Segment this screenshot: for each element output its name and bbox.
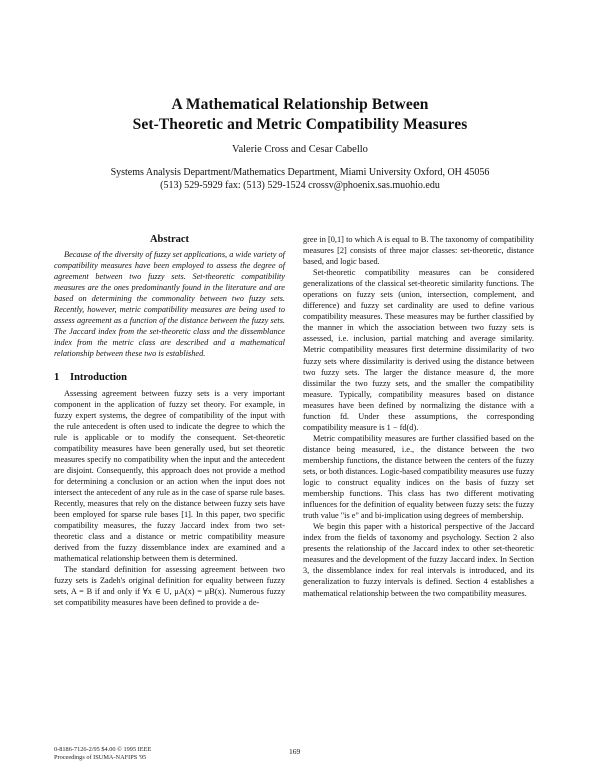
right-column: [303, 234, 534, 599]
copyright-footer: [54, 746, 151, 762]
left-column: [54, 234, 285, 609]
affiliation-line-1: Systems Analysis Department/Mathematics Department, Miami University Oxford, OH 45056: [110, 167, 490, 178]
section-1-title: Introduction: [70, 371, 127, 383]
right-paragraph-2: Metric compatibility measures are further classified based on the distance being measured, i.e., the distance between the two membership functions, the distance between the centers of the fuzzy sets, or both distances. Logic-based compatibility measures use fuzzy logic to construct equality indices on the basis of fuzzy set membership functions. This class has two different motivating influences for the definition of equality between fuzzy sets: the fuzzy truth value "is e" and bi-implication using degrees of membership.: [303, 433, 534, 521]
abstract-text: Because of the diversity of fuzzy set applications, a wide variety of compatibility measures have been employed to assess the degree of agreement between two fuzzy sets. Set-theoretic compatibility measures are the ones predominantly found in the literature and are based on determining the commonality between two fuzzy sets. Recently, however, metric compatibility measures are being used to assess agreement as a function of the distance between the fuzzy sets. The Jaccard index from the set-theoretic class and the dissemblance index from the metric class are described and a mathematical relationship between these two is established.: [54, 250, 285, 359]
intro-paragraph-1: Assessing agreement between fuzzy sets is a very important component in the application of fuzzy set theory. For example, in fuzzy expert systems, the degree of compatibility of the input with the rule antecedent is often used to indicate the degree to which the rule is applicable or to modify the consequent. Set-theoretic compatibility measures have been generally used, but set theoretic measures specify no compatibility when the input and the antecedent are disjoint. Consequently, this approach does not provide a method for determining a conclusion or an action when the input does not intersect the antecedent of any rule as in the case of sparse rule bases. Recently, measures that rely on the distance between fuzzy sets have been employed for sparse rule bases [1]. In this paper, two specific compatibility measures, the fuzzy Jaccard index from two set-theoretic class and a distance or metric compatibility measure derived from the fuzzy dissemblance index are examined and a mathematical relationship between them is determined.: [54, 388, 285, 564]
right-paragraph-1: Set-theoretic compatibility measures can be considered generalizations of the classical set-theoretic similarity functions. The operations on fuzzy sets (union, intersection, complement, and difference) and fuzzy set cardinality are used to define various compatibility measures. These measures may be further classified by the manner in which the association between two fuzzy sets is assessed, i.e. inclusion, partial matching and average similarity. Metric compatibility measures first determine dissimilarity of two fuzzy sets where dissimilarity is derived using the distance between two fuzzy sets. The larger the distance measure d, the more dissimilar the two fuzzy sets, and the smaller the compatibility measure. Typically, compatibility measures based on distance measures have been defined by normalizing the distance with a function fd. Under these assumptions, the corresponding compatibility measure is 1 − fd(d).: [303, 268, 534, 432]
section-1-number: 1: [54, 371, 60, 383]
right-paragraph-continued: gree in [0,1] to which A is equal to B. The taxonomy of compatibility measures [2] consists of three major classes: set-theoretic, distance based, and logic based.: [303, 235, 534, 267]
affiliation-line-2: (513) 529-5929 fax: (513) 529-1524 crossv@phoenix.sas.muohio.edu: [160, 180, 440, 191]
abstract-heading: Abstract: [149, 234, 190, 245]
paper-title-line-1: A Mathematical Relationship Between: [171, 96, 429, 113]
page-number: 169: [289, 747, 301, 756]
right-paragraph-3: We begin this paper with a historical perspective of the Jaccard index from the fields of taxonomy and psychology. Section 2 also presents the relationship of the Jaccard index to other set-theoretic measures and the development of the fuzzy Jaccard index. In Section 3, the dissemblance index for real intervals is introduced, and its generalization to fuzzy intervals is defined. Section 4 establishes a mathematical relationship between the two compatibility measures.: [303, 522, 534, 598]
section-1-heading: [54, 372, 285, 383]
footer-line-2: Proceedings of ISUMA-NAFIPS '95: [54, 754, 147, 761]
author-affiliation: [0, 166, 600, 192]
footer-line-1: 0-8186-7126-2/95 $4.00 © 1995 IEEE: [54, 746, 152, 753]
intro-paragraph-2: The standard definition for assessing agreement between two fuzzy sets is Zadeh's original definition for equality between fuzzy sets, A = B if and only if ∀x ∈ U, μA(x) = μB(x). Numerous fuzzy set compatibility measures have been defined to provide a de-: [54, 565, 285, 608]
paper-title-line-2: Set-Theoretic and Metric Compatibility Measures: [132, 116, 468, 133]
author-names: Valerie Cross and Cesar Cabello: [232, 144, 368, 155]
